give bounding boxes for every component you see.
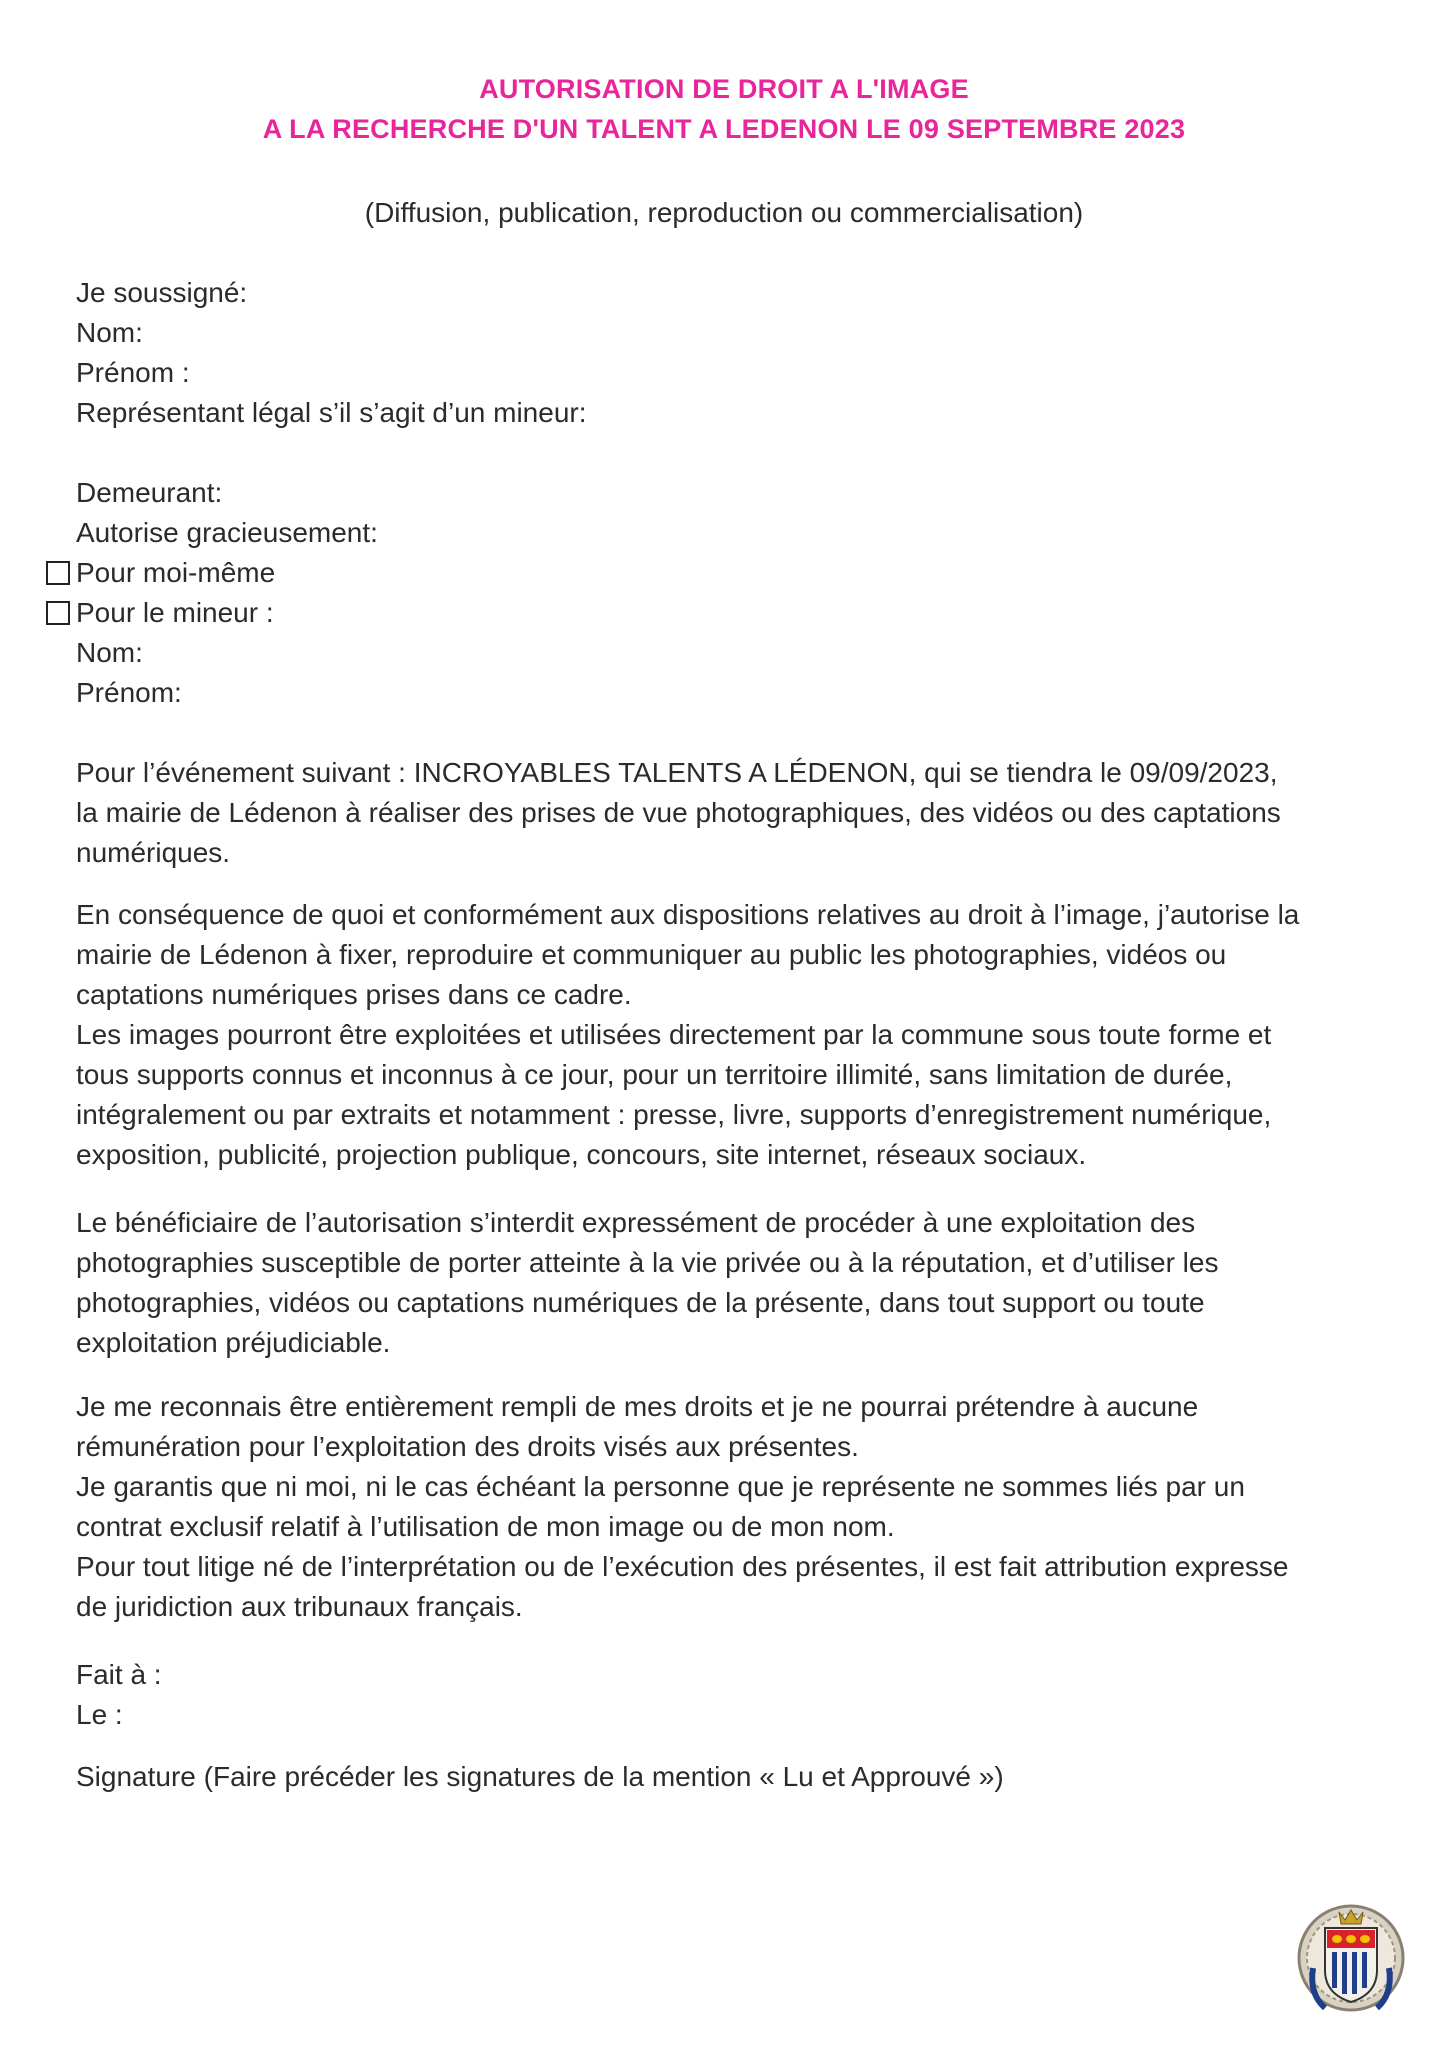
checkbox-pour-le-mineur[interactable] (46, 601, 70, 625)
nom-label: Nom: (76, 317, 143, 348)
town-coat-of-arms-seal-icon (1295, 1898, 1407, 2028)
option-pour-moi-meme-label: Pour moi-même (76, 557, 276, 588)
paragraph-line: exposition, publicité, projection publique, concours, site internet, réseaux sociaux. (76, 1139, 1087, 1170)
paragraph-line: photographies, vidéos ou captations numériques de la présente, dans tout support ou toute (76, 1287, 1205, 1318)
paragraph-line: de juridiction aux tribunaux français. (76, 1591, 523, 1622)
checkbox-pour-moi-meme[interactable] (46, 561, 70, 585)
option-pour-le-mineur-label: Pour le mineur : (76, 597, 274, 628)
paragraph-line: Les images pourront être exploitées et utilisées directement par la commune sous toute forme et (76, 1019, 1272, 1050)
paragraph-line: Je me reconnais être entièrement rempli de mes droits et je ne pourrai prétendre à aucune (76, 1391, 1199, 1422)
paragraph-evenement (76, 753, 1386, 873)
paragraph-line: photographies susceptible de porter atteinte à la vie privée ou à la réputation, et d’utiliser les (76, 1247, 1219, 1278)
paragraph-garanties (76, 1387, 1386, 1627)
paragraph-line: rémunération pour l’exploitation des droits visés aux présentes. (76, 1431, 859, 1462)
paragraph-line: Pour tout litige né de l’interprétation ou de l’exécution des présentes, il est fait attribution expresse (76, 1551, 1289, 1582)
soussigne-label: Je soussigné: (76, 277, 248, 308)
paragraph-line: la mairie de Lédenon à réaliser des prises de vue photographiques, des vidéos ou des captations (76, 797, 1281, 828)
paragraph-line: numériques. (76, 837, 231, 868)
minor-nom-label: Nom: (76, 637, 143, 668)
document-title-line-1: AUTORISATION DE DROIT A L'IMAGE (479, 74, 969, 104)
paragraph-droit-image (76, 895, 1386, 1175)
prenom-label: Prénom : (76, 357, 190, 388)
paragraph-line: intégralement ou par extraits et notamment : presse, livre, supports d’enregistrement numérique, (76, 1099, 1272, 1130)
paragraph-line: Pour l’événement suivant : INCROYABLES TALENTS A LÉDENON, qui se tiendra le 09/09/2023, (76, 757, 1278, 788)
demeurant-label: Demeurant: (76, 477, 223, 508)
paragraph-beneficiaire (76, 1203, 1386, 1363)
paragraph-line: Le bénéficiaire de l’autorisation s’interdit expressément de procéder à une exploitation des (76, 1207, 1196, 1238)
paragraph-line: mairie de Lédenon à fixer, reproduire et communiquer au public les photographies, vidéos ou (76, 939, 1227, 970)
paragraph-line: exploitation préjudiciable. (76, 1327, 391, 1358)
signature-label: Signature (Faire précéder les signatures de la mention « Lu et Approuvé ») (76, 1761, 1004, 1792)
paragraph-line: Je garantis que ni moi, ni le cas échéant la personne que je représente ne sommes liés par un (76, 1471, 1245, 1502)
date-label: Le : (76, 1699, 123, 1730)
paragraph-line: captations numériques prises dans ce cadre. (76, 979, 632, 1010)
minor-prenom-label: Prénom: (76, 677, 182, 708)
document-title-line-2: A LA RECHERCHE D'UN TALENT A LEDENON LE 09 SEPTEMBRE 2023 (262, 114, 1186, 144)
fait-a-label: Fait à : (76, 1659, 162, 1690)
representant-legal-label: Représentant légal s’il s’agit d’un mineur: (76, 397, 587, 428)
document-subtitle: (Diffusion, publication, reproduction ou commercialisation) (364, 197, 1084, 228)
paragraph-line: En conséquence de quoi et conformément aux dispositions relatives au droit à l’image, j’autorise la (76, 899, 1300, 930)
paragraph-line: contrat exclusif relatif à l’utilisation de mon image ou de mon nom. (76, 1511, 895, 1542)
autorise-label: Autorise gracieusement: (76, 517, 378, 548)
paragraph-line: tous supports connus et inconnus à ce jour, pour un territoire illimité, sans limitation de durée, (76, 1059, 1233, 1090)
